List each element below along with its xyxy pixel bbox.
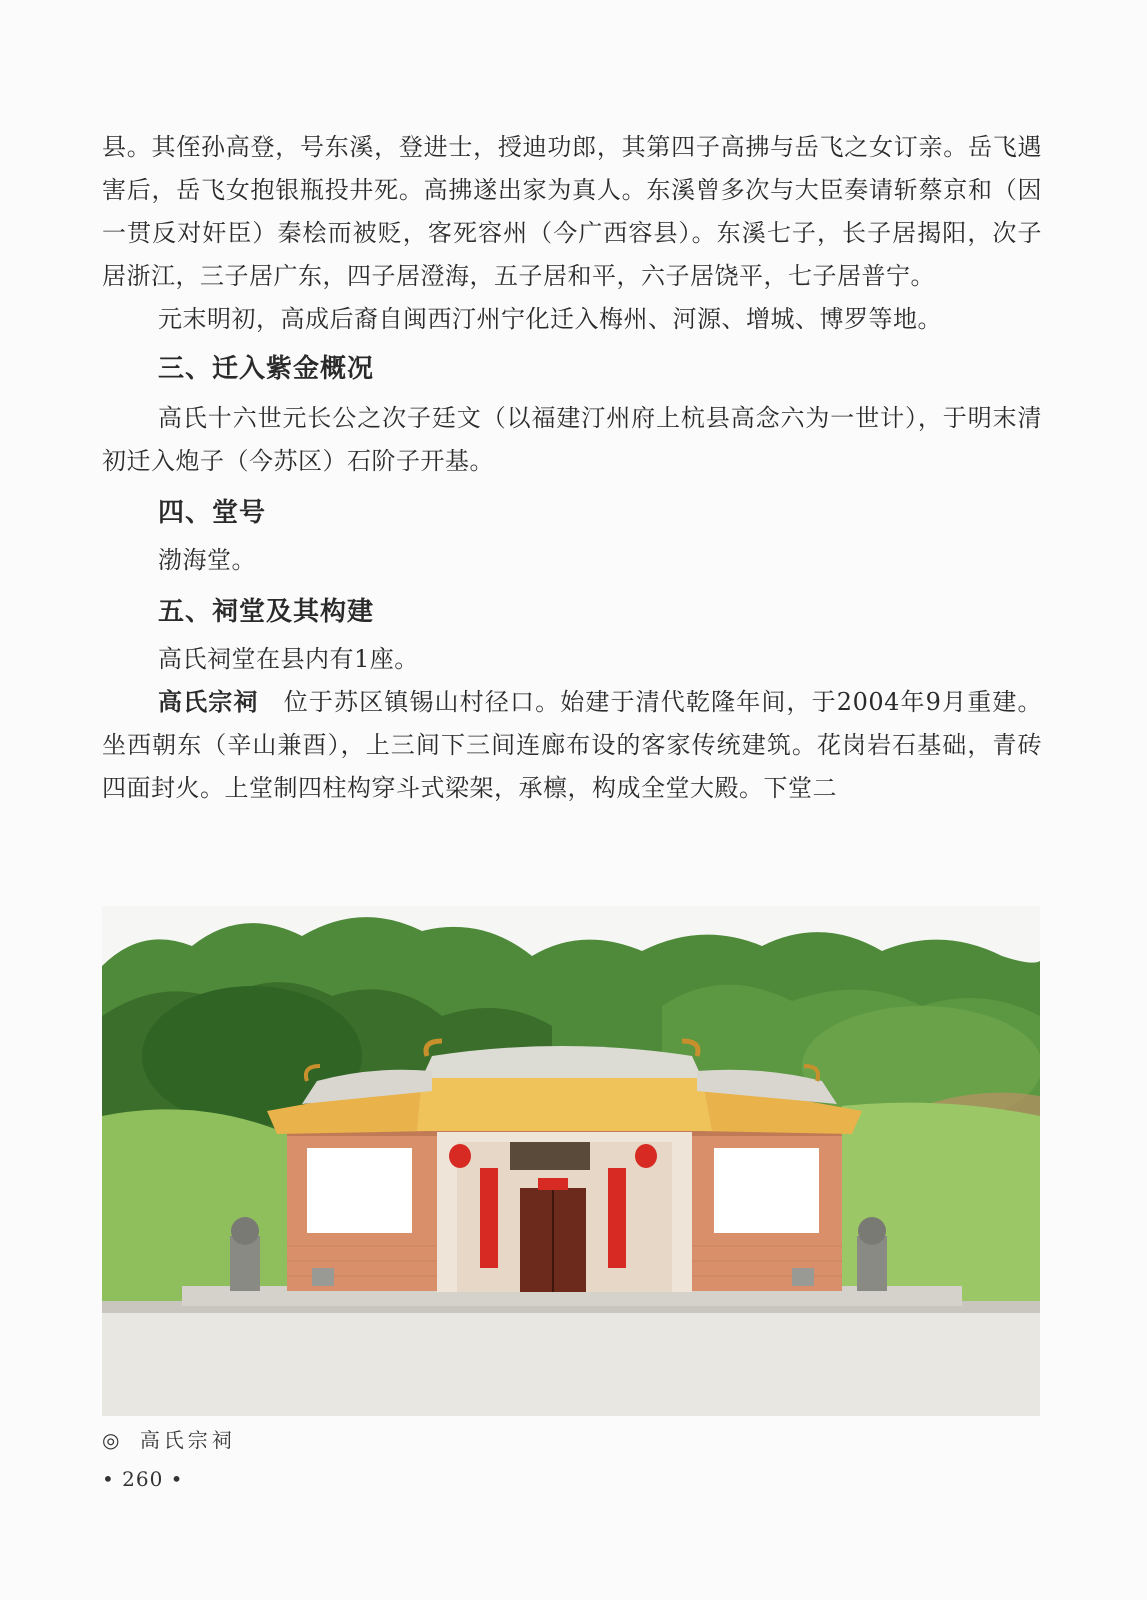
figure-caption	[102, 1424, 236, 1453]
paragraph-count: 高氏祠堂在县内有1座。	[158, 645, 419, 673]
paragraph-continuation: 县。其侄孙高登，号东溪，登进士，授迪功郎，其第四子高拂与岳飞之女订亲。岳飞遇害后，岳飞女抱银瓶投井死。高拂遂出家为真人。东溪曾多次与大臣奏请斩蔡京和（因一贯反对奸臣）秦桧而被贬，客死容州（今广西容县）。东溪七子，长子居揭阳，次子居浙江，三子居广东，四子居澄海，五子居和平，六子居饶平，七子居普宁。	[102, 133, 1042, 290]
section-heading-3: 三、迁入紫金概况	[158, 354, 375, 384]
section-heading-4: 四、堂号	[158, 498, 267, 528]
paragraph-migration: 高氏十六世元长公之次子廷文（以福建汀州府上杭县高念六为一世计），于明末清初迁入炮子（今苏区）石阶子开基。	[102, 404, 1042, 475]
paragraph-hall-name: 渤海堂。	[158, 546, 256, 574]
page-number: • 260 •	[102, 1467, 184, 1491]
paragraph-yuan-ming: 元末明初，高成后裔自闽西汀州宁化迁入梅州、河源、增城、博罗等地。	[158, 305, 942, 333]
ancestral-hall-lead: 高氏宗祠	[158, 688, 259, 716]
paragraph-ancestral-hall	[102, 681, 1042, 810]
section-heading-5: 五、祠堂及其构建	[158, 597, 375, 627]
ancestral-hall-photo	[102, 906, 1040, 1416]
ancestral-hall-description: 位于苏区镇锡山村径口。始建于清代乾隆年间，于2004年9月重建。坐西朝东（辛山兼酉），上三间下三间连廊布设的客家传统建筑。花岗岩石基础，青砖四面封火。上堂制四柱构穿斗式梁架，承檩，构成全堂大殿。下堂二	[102, 688, 1042, 802]
caption-text: 高氏宗祠	[139, 1428, 236, 1452]
body-text	[102, 126, 1042, 810]
caption-mark: ◎	[102, 1428, 124, 1452]
